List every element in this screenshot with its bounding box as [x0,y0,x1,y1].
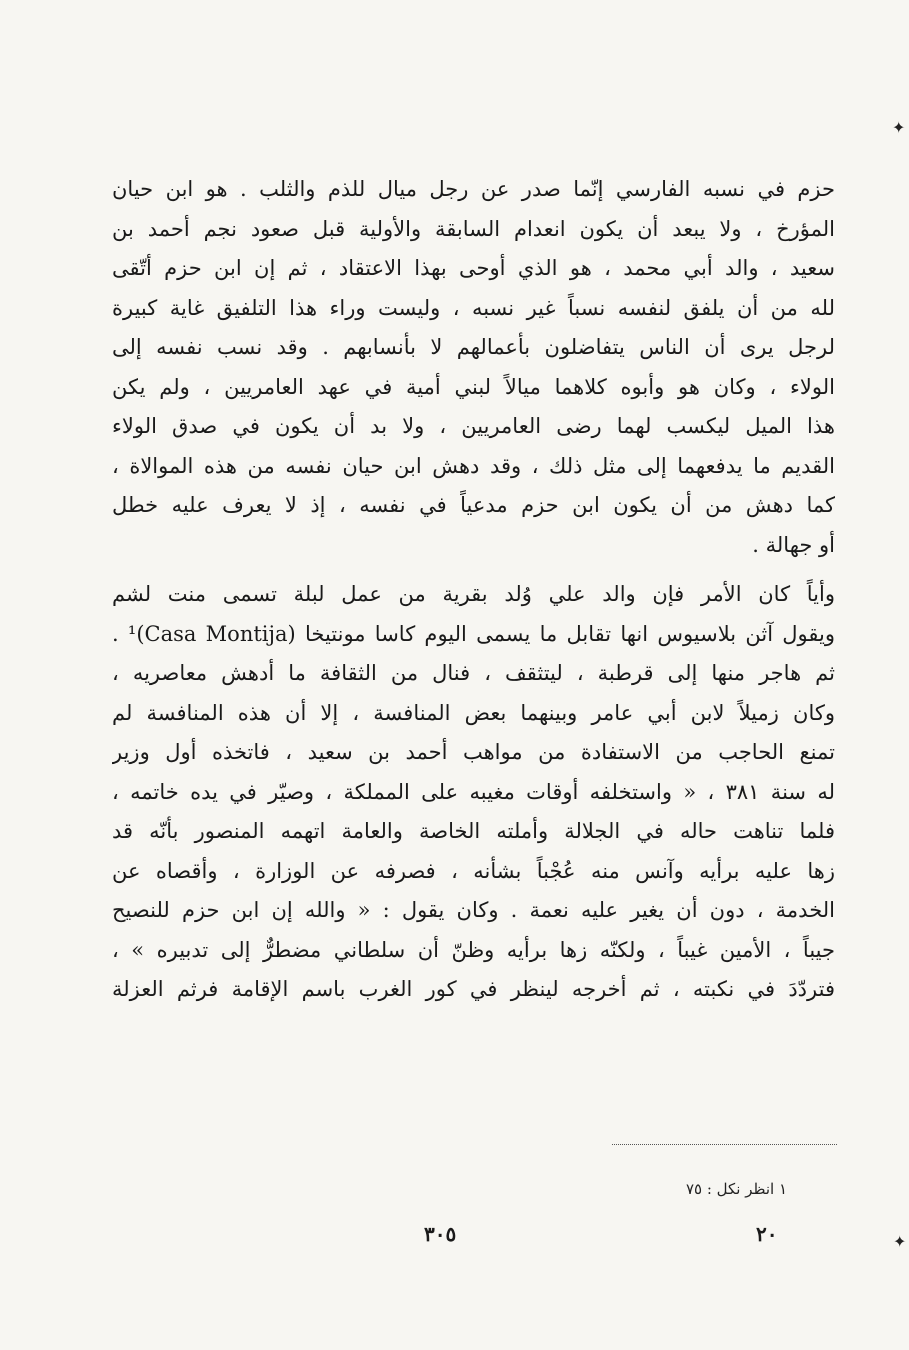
text-line: الخدمة ، دون أن يغير عليه نعمة . وكان يقول : « والله إن ابن حزم للنصيح [112,898,835,922]
text-line: وكان زميلاً لابن أبي عامر وبينهما بعض المنافسة ، إلا أن هذه المنافسة لم [112,700,835,725]
body-text [112,170,835,1010]
text-line: الولاء ، وكان هو وأبوه كلاهما ميالاً لبني أمية في عهد العامريين ، ولم يكن [112,374,835,399]
text-line: وأياً كان الأمر فإن والد علي وُلد بقرية من عمل لبلة تسمى منت لشم [112,582,835,606]
text-line: المؤرخ ، ولا يبعد أن يكون انعدام السابقة والأولية قبل صعود نجم أحمد بن [112,216,835,241]
footnote: ١ انظر نكل : ٧٥ [685,1180,787,1198]
text-line: القديم ما يدفعهما إلى مثل ذلك ، وقد دهش ابن حيان نفسه من هذه الموالاة ، [112,453,835,478]
signature-number: ٢٠ [756,1222,778,1246]
text-line: سعيد ، والد أبي محمد ، هو الذي أوحى بهذا الاعتقاد ، ثم إن ابن حزم أتّقى [112,256,835,280]
footnote-divider [612,1144,837,1145]
text-line: لله من أن يلفق لنفسه نسباً غير نسبه ، وليست وراء هذا التلفيق غاية كبيرة [112,295,835,320]
text-line: فتردّدَ في نكبته ، ثم أخرجه لينظر في كور الغرب باسم الإقامة فرثم العزلة [112,977,835,1001]
text-line: جيباً ، الأمين غيباً ، ولكنّه زها برأيه وظنّ أن سلطاني مضطرٌّ إلى تدبيره » ، [112,937,835,962]
text-line: كما دهش من أن يكون ابن حزم مدعياً في نفسه ، إذ لا يعرف عليه خطل [112,493,835,517]
text-line: زها عليه برأيه وآنس منه عُجْباً بشأنه ، فصرفه عن الوزارة ، وأقصاه عن [112,858,835,883]
text-line: فلما تناهت حاله في الجلالة وأملته الخاصة والعامة اتهمه المنصور بأنّه قد [112,819,835,843]
text-line: تمنع الحاجب من الاستفادة من مواهب أحمد بن سعيد ، فاتخذه أول وزير [112,740,835,764]
text-line: له سنة ٣٨١ ، « واستخلفه أوقات مغيبه على المملكة ، وصيّر في يده خاتمه ، [112,779,835,804]
page-number: ٣٠٥ [424,1222,457,1246]
text-line: لرجل يرى أن الناس يتفاضلون بأعمالهم لا بأنسابهم . وقد نسب نفسه إلى [112,335,835,359]
margin-mark: ✦ [893,1232,907,1251]
text-line: ويقول آثن بلاسيوس انها تقابل ما يسمى اليوم كاسا مونتيخا (Casa Montija)¹ . [112,621,835,646]
text-line: حزم في نسبه الفارسي إنّما صدر عن رجل ميال للذم والثلب . هو ابن حيان [112,177,835,201]
text-line: أو جهالة . [752,532,835,557]
text-line: هذا الميل ليكسب لهما رضى العامريين ، ولا بد أن يكون في صدق الولاء [112,414,835,438]
text-line: ثم هاجر منها إلى قرطبة ، ليتثقف ، فنال من الثقافة ما أدهش معاصريه ، [112,661,835,685]
margin-mark: ✦ [892,118,906,137]
